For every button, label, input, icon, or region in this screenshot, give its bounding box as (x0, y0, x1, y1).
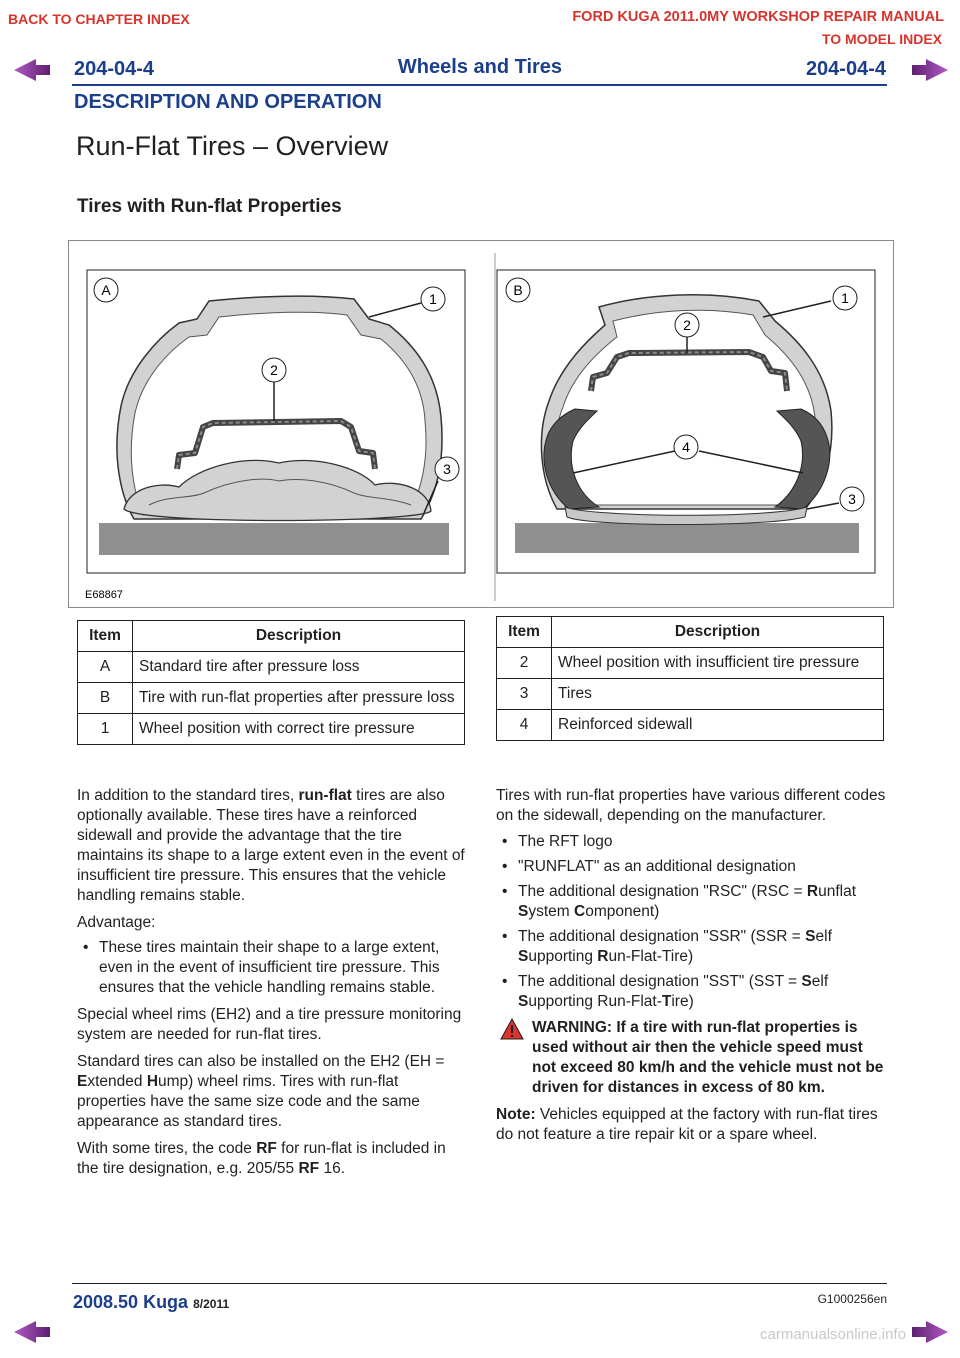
list-item (496, 882, 886, 922)
text-run-bold: RF (256, 1140, 277, 1157)
warning-block (496, 1018, 886, 1098)
text-run: elf (815, 928, 832, 945)
text-run: In addition to the standard tires, (77, 787, 299, 804)
list-item (496, 972, 886, 1012)
text-run-bold: T (661, 993, 672, 1010)
text-run-bold: run-flat (298, 787, 352, 804)
text-run: xtended (87, 1073, 147, 1090)
table-cell-description: Reinforced sidewall (552, 710, 884, 741)
header-rule (72, 84, 887, 86)
footer-model (73, 1292, 229, 1313)
warning-text: WARNING: If a tire with run-flat properties is used without air then the vehicle speed must not exceed 80 km/h and the vehicle must not be driven for distances in excess of 80 km. (532, 1019, 884, 1096)
figure-callout-2-a: 2 (270, 362, 278, 378)
figure-label-b: B (513, 282, 523, 298)
text-run: The additional designation "SSR" (SSR = (518, 928, 806, 945)
text-run: Standard tires can also be installed on the EH2 (EH = (77, 1053, 445, 1070)
table-row (497, 648, 884, 679)
text-run: upporting (528, 948, 598, 965)
section-number-right: 204-04-4 (805, 58, 886, 80)
figure-callout-2-b: 2 (683, 317, 691, 333)
left-text-column (77, 786, 465, 1179)
paragraph (77, 1139, 465, 1179)
figure-callout-3-a: 3 (443, 461, 451, 477)
text-run-bold: C (574, 903, 586, 920)
text-run: omponent) (585, 903, 660, 920)
table-cell-description: Tires (552, 679, 884, 710)
list-item (496, 927, 886, 967)
figure-id: E68867 (85, 589, 123, 601)
text-run: elf (811, 973, 829, 990)
note-label: Note: (496, 1106, 536, 1123)
table-cell-description: Tire with run-flat properties after pressure loss (133, 683, 465, 714)
to-model-index-link[interactable]: TO MODEL INDEX (821, 31, 942, 47)
paragraph (77, 1052, 465, 1132)
text-run: un-Flat-Tire) (608, 948, 694, 965)
note-text: Vehicles equipped at the factory with run-flat tires do not feature a tire repair kit or a spare wheel. (496, 1106, 878, 1143)
text-run: ire) (671, 993, 694, 1010)
text-run-bold: S (518, 948, 529, 965)
text-run-bold: S (805, 928, 816, 945)
footer-date: 8/2011 (193, 1297, 230, 1311)
right-item-table (496, 616, 884, 741)
footer-model-text: 2008.50 Kuga (73, 1292, 189, 1312)
left-item-table (77, 620, 465, 745)
table-header-item: Item (78, 621, 133, 652)
table-cell-item: 1 (78, 714, 133, 745)
section-subheading: Tires with Run-flat Properties (77, 196, 342, 217)
text-run: 16. (319, 1160, 345, 1177)
footer-rule (72, 1283, 887, 1284)
intro-paragraph (77, 786, 465, 906)
paragraph: Tires with run-flat properties have various different codes on the sidewall, depending on the manufacturer. (496, 787, 886, 824)
tire-illustration (69, 241, 893, 607)
text-run: ump) wheel rims. Tires with run-flat properties have the same size code and the same appearance as standard tires. (77, 1073, 420, 1130)
figure-label-a: A (101, 282, 111, 298)
text-run: for run-flat is included in the tire designation, e.g. 205/55 (77, 1140, 446, 1177)
code-list (496, 832, 886, 1012)
figure-callout-3-b: 3 (848, 491, 856, 507)
paragraph: Special wheel rims (EH2) and a tire pressure monitoring system are needed for run-flat tires. (77, 1006, 462, 1043)
table-cell-description: Wheel position with correct tire pressure (133, 714, 465, 745)
text-run: unflat (818, 883, 856, 900)
table-row (78, 714, 465, 745)
table-row (78, 652, 465, 683)
table-row (497, 679, 884, 710)
header-subtitle: DESCRIPTION AND OPERATION (74, 91, 382, 113)
tire-illustration-figure (68, 240, 894, 608)
table-header-item: Item (497, 617, 552, 648)
text-run: With some tires, the code (77, 1140, 257, 1157)
table-cell-description: Standard tire after pressure loss (133, 652, 465, 683)
figure-callout-1-a: 1 (429, 291, 437, 307)
list-item: • The RFT logo (496, 832, 886, 852)
previous-page-arrow-icon[interactable] (12, 58, 52, 82)
table-header-description: Description (133, 621, 465, 652)
text-run: upporting Run-Flat- (528, 993, 662, 1010)
text-run-bold: H (146, 1073, 159, 1090)
page-heading: Run-Flat Tires – Overview (76, 131, 389, 161)
section-number-left: 204-04-4 (74, 58, 155, 80)
warning-triangle-icon (500, 1018, 524, 1040)
list-item: • "RUNFLAT" as an additional designation (496, 857, 886, 877)
table-row (78, 683, 465, 714)
text-run-bold: S (518, 903, 529, 920)
text-run-bold: R (597, 948, 609, 965)
right-text-column (496, 786, 886, 1145)
table-header-description: Description (552, 617, 884, 648)
footer-code: G1000256en (817, 1292, 887, 1306)
figure-callout-4-b: 4 (682, 439, 690, 455)
page-header-title: Wheels and Tires (397, 56, 563, 78)
text-run-bold: R (806, 883, 819, 900)
text-run: The additional designation "SST" (SST = (518, 973, 802, 990)
next-page-bottom-arrow-icon[interactable] (910, 1320, 950, 1344)
watermark-text: carmanualsonline.info (760, 1326, 906, 1343)
manual-title-link[interactable]: FORD KUGA 2011.0MY WORKSHOP REPAIR MANUAL (572, 9, 944, 25)
table-cell-item: B (78, 683, 133, 714)
table-cell-item: 4 (497, 710, 552, 741)
text-run: tires are also optionally available. These tires have a reinforced sidewall and provide the advantage that the tire maintains its shape to a large extent even in the event of insufficient tire pressure. This ensures that the vehicle handling remains stable. (77, 787, 465, 904)
table-cell-item: 2 (497, 648, 552, 679)
table-cell-description: Wheel position with insufficient tire pressure (552, 648, 884, 679)
next-page-arrow-icon[interactable] (910, 58, 950, 82)
note-paragraph (496, 1105, 886, 1145)
text-run: The additional designation "RSC" (RSC = (518, 883, 807, 900)
advantage-list (77, 938, 465, 998)
text-run-bold: RF (298, 1160, 320, 1177)
text-run: ystem (528, 903, 574, 920)
table-cell-item: A (78, 652, 133, 683)
previous-page-bottom-arrow-icon[interactable] (12, 1320, 52, 1344)
text-run-bold: S (801, 973, 812, 990)
text-run-bold: S (518, 993, 529, 1010)
back-to-chapter-index-link[interactable]: BACK TO CHAPTER INDEX (8, 11, 190, 27)
list-item: • These tires maintain their shape to a large extent, even in the event of insufficient tire pressure. This ensures that the vehicle handling remains stable. (77, 938, 465, 998)
advantage-label: Advantage: (77, 914, 156, 931)
text-run-bold: E (77, 1073, 88, 1090)
table-cell-item: 3 (497, 679, 552, 710)
figure-callout-1-b: 1 (841, 290, 849, 306)
table-row (497, 710, 884, 741)
